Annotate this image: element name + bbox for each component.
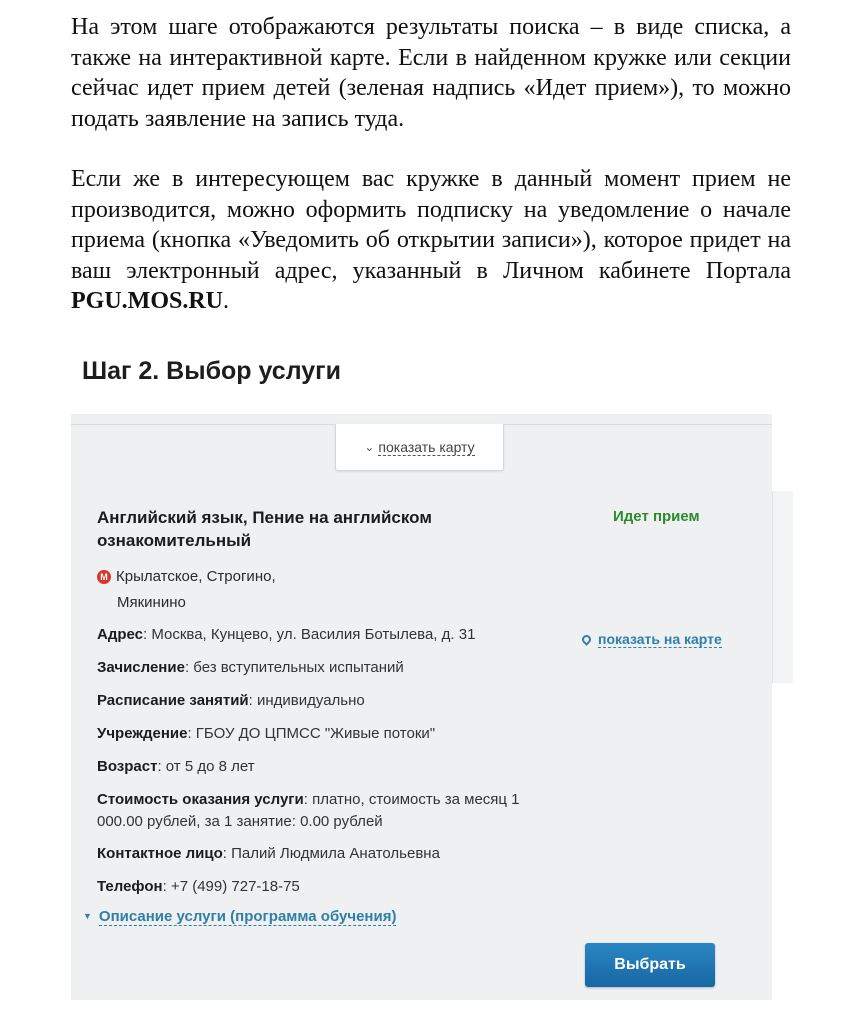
field-key: Адрес	[97, 626, 144, 643]
field-address	[97, 624, 567, 646]
field-key: Контактное лицо	[97, 845, 223, 862]
service-panel	[71, 414, 772, 1000]
service-description-label: Описание услуги (программа обучения)	[98, 908, 397, 925]
field-value: : индивидуально	[248, 692, 365, 709]
status-badge: Идет прием	[613, 508, 700, 525]
field-value: : +7 (499) 727-18-75	[162, 878, 300, 895]
field-value: : от 5 до 8 лет	[157, 758, 255, 775]
field-enrollment	[97, 657, 567, 679]
field-key: Зачисление	[97, 659, 185, 676]
field-cost	[97, 789, 567, 833]
metro-line-2: Мякинино	[117, 594, 186, 611]
show-on-map-label: показать на карте	[598, 631, 722, 647]
field-value: : платно, стоимость за месяц 1 000.00 рублей, за 1 занятие: 0.00 рублей	[97, 791, 520, 830]
paragraph-1: На этом шаге отображаются результаты поиска – в виде списка, а также на интерактивной карте. Если в найденном кружке или секции сейчас идет прием детей (зеленая надпись «Идет прием»), то можно подать заявление на запись туда.	[71, 14, 791, 132]
choose-button[interactable]: Выбрать	[585, 943, 715, 987]
triangle-down-icon: ▼	[83, 911, 92, 921]
show-map-toggle[interactable]	[335, 424, 504, 471]
field-key: Возраст	[97, 758, 158, 775]
field-value: : ГБОУ ДО ЦПМСС "Живые потоки"	[187, 725, 436, 742]
field-key: Расписание занятий	[97, 692, 249, 709]
service-title: Английский язык, Пение на английском ознакомительный	[97, 508, 432, 550]
map-pin-icon	[580, 633, 593, 646]
field-institution	[97, 723, 567, 745]
paragraph-2-end: .	[223, 288, 229, 314]
chevron-down-icon: ⌄	[364, 440, 375, 454]
show-map-label: показать карту	[378, 438, 475, 455]
field-key: Учреждение	[97, 725, 188, 742]
field-value: : Москва, Кунцево, ул. Василия Ботылева, д. 31	[143, 626, 476, 643]
show-on-map-link[interactable]	[582, 631, 722, 647]
document-text	[71, 12, 791, 317]
portal-name: PGU.MOS.RU	[71, 288, 223, 314]
field-key: Стоимость оказания услуги	[97, 791, 304, 808]
scrollbar-track[interactable]	[772, 491, 793, 683]
metro-line-1: Крылатское, Строгино,	[116, 568, 276, 585]
paragraph-2	[71, 164, 791, 317]
field-key: Телефон	[97, 878, 163, 895]
service-description-toggle[interactable]	[83, 908, 396, 925]
service-card	[71, 490, 772, 1000]
paragraph-2-text: Если же в интересующем вас кружке в данный момент прием не производится, можно оформить подписку на уведомление о начале приема (кнопка «Уведомить об открытии записи»), которое придет на ваш электронный адрес, указанный в Личном кабинете Портала	[71, 166, 791, 284]
field-phone	[97, 876, 567, 898]
metro-stations	[97, 564, 357, 616]
field-value: : Палий Людмила Анатольевна	[222, 845, 440, 862]
field-value: : без вступительных испытаний	[184, 659, 404, 676]
field-schedule	[97, 690, 567, 712]
field-age	[97, 756, 567, 778]
field-contact	[97, 843, 567, 865]
metro-icon: М	[97, 570, 111, 584]
step-title: Шаг 2. Выбор услуги	[82, 357, 341, 385]
